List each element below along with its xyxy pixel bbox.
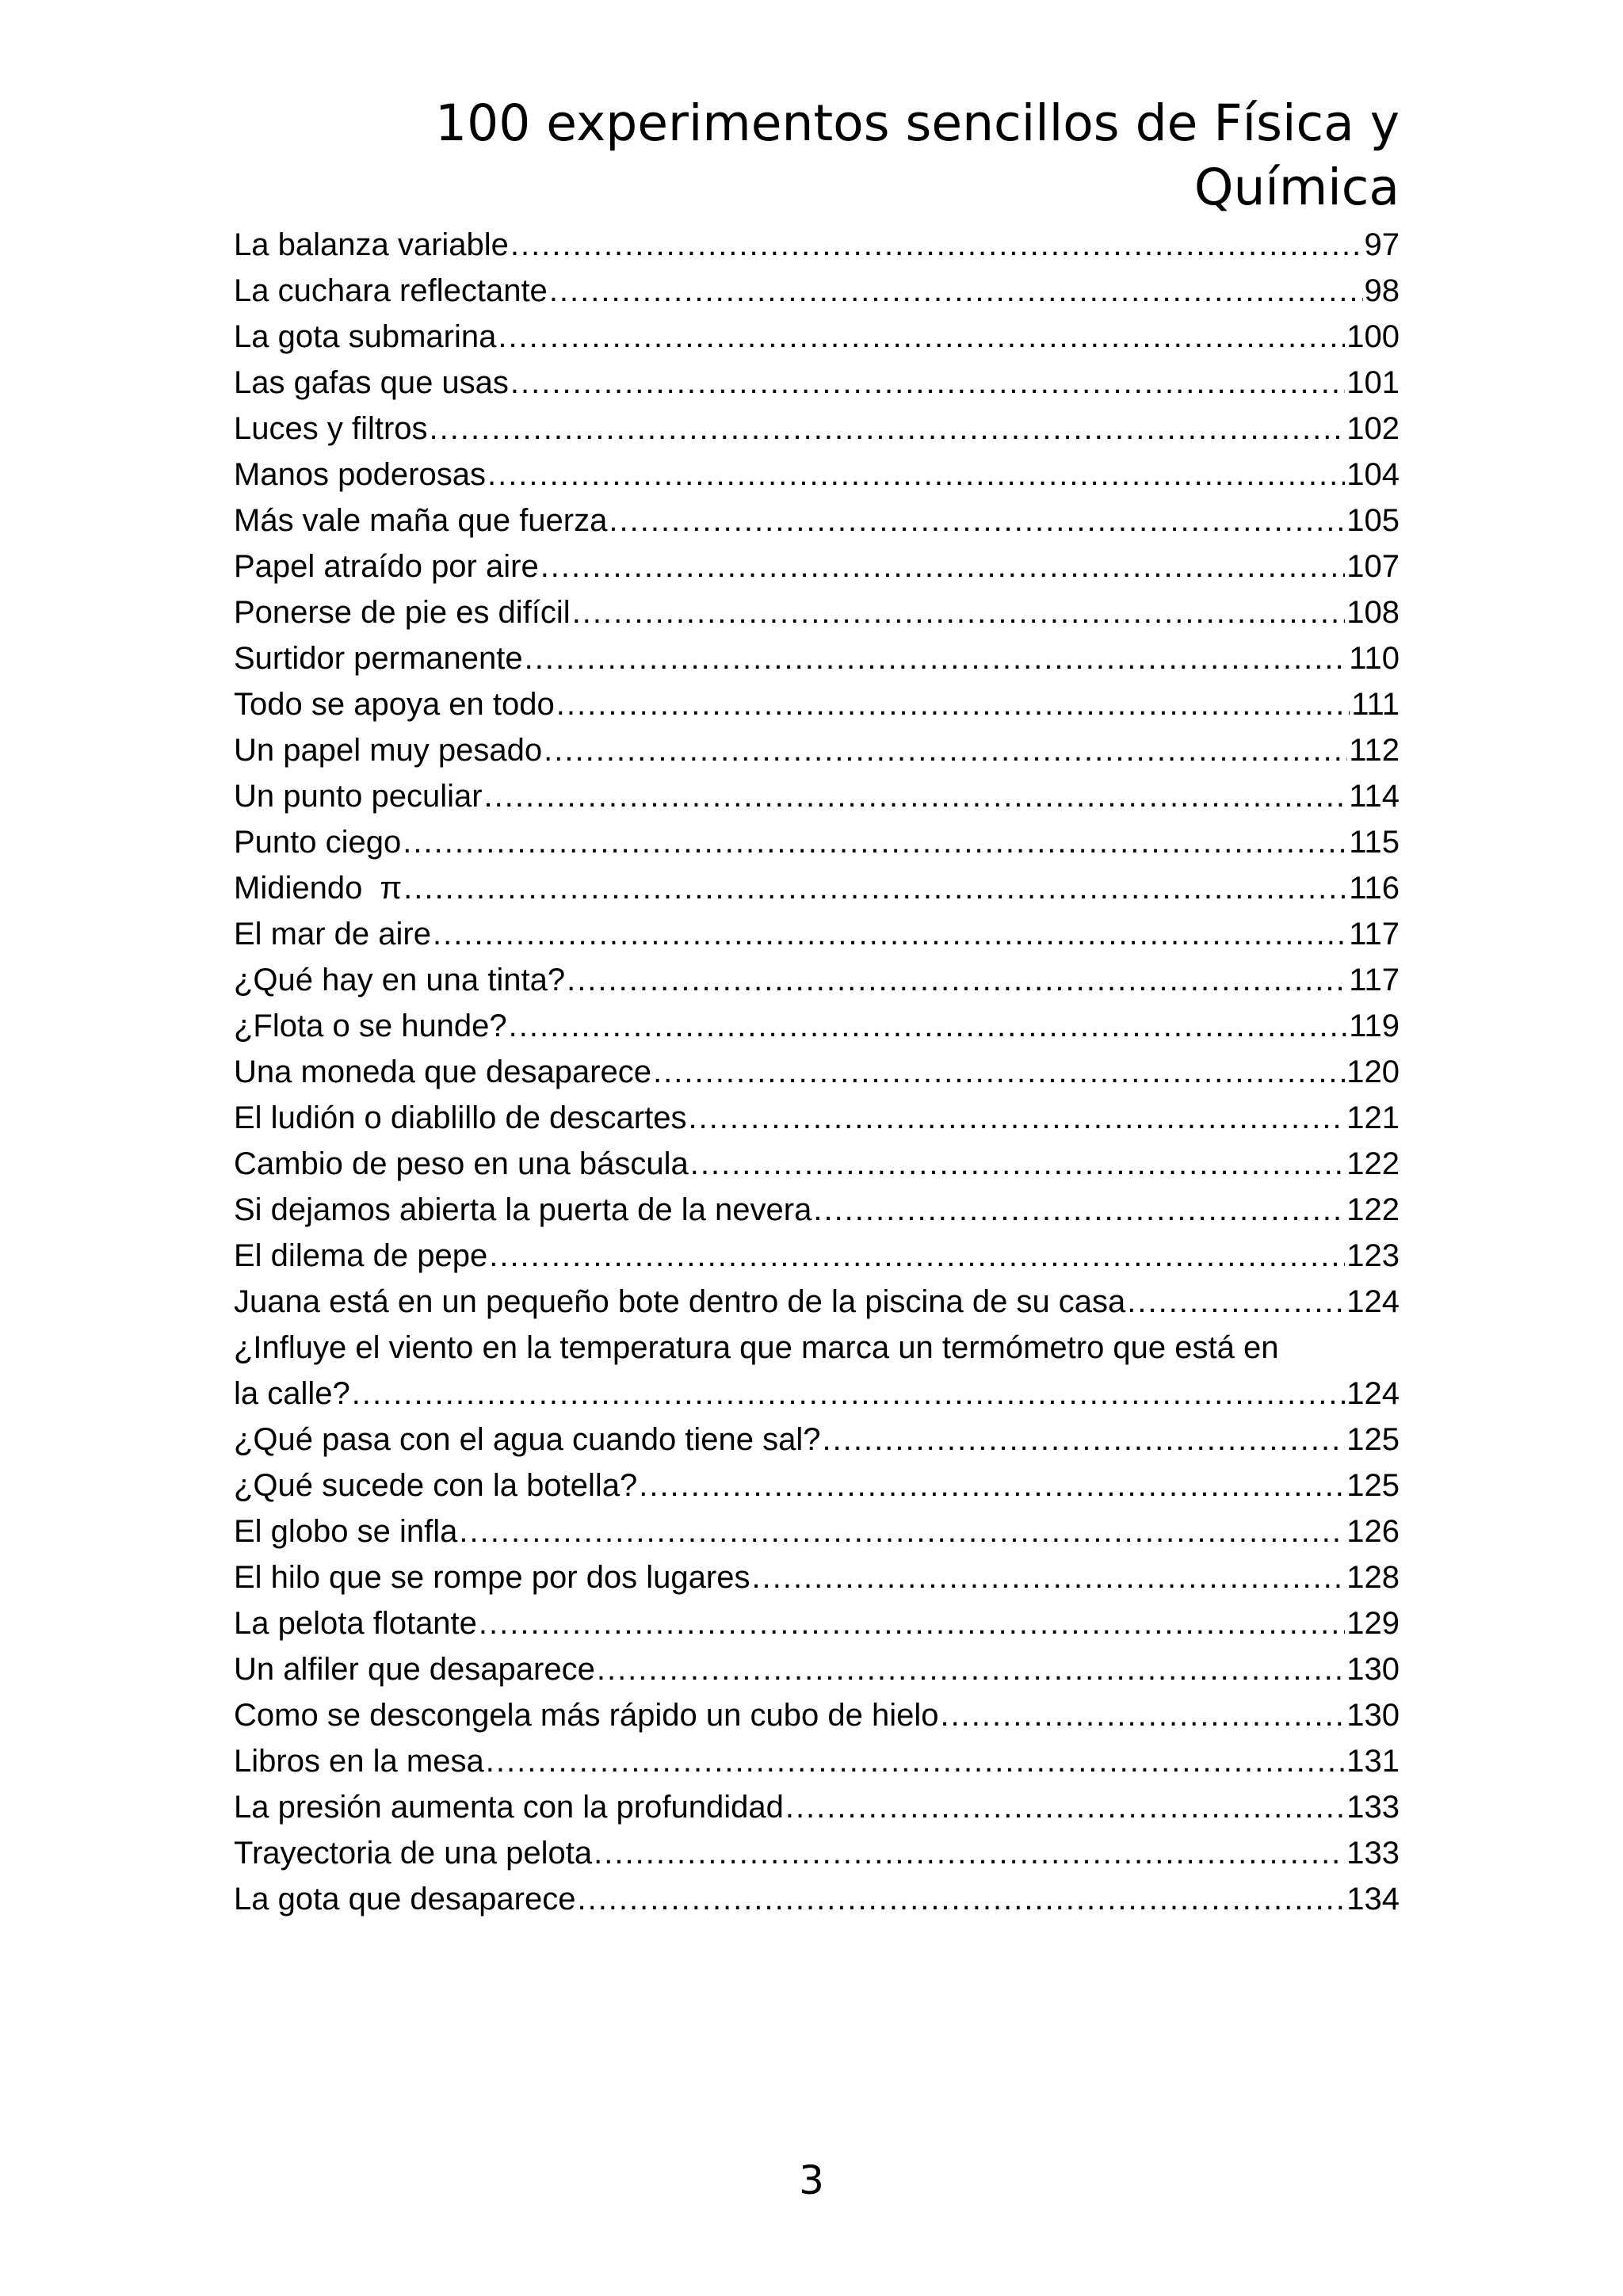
toc-entry[interactable] [234, 1141, 1400, 1187]
toc-entry-title: Manos poderosas [234, 457, 486, 492]
toc-entry-title: Papel atraído por aire [234, 549, 539, 584]
toc-entry-title: La cuchara reflectante [234, 273, 548, 308]
toc-entry-page: 123 [1346, 1238, 1400, 1273]
toc-dot-leader [653, 1049, 1345, 1095]
toc-entry-title: Punto ciego [234, 825, 402, 860]
toc-dot-leader [594, 1830, 1345, 1876]
toc-dot-leader [489, 1233, 1345, 1279]
toc-dot-leader [639, 1463, 1345, 1508]
toc-entry[interactable] [234, 1876, 1400, 1922]
toc-entry-title: ¿Flota o se hunde? [234, 1009, 507, 1043]
toc-dot-leader [433, 911, 1347, 957]
toc-entry[interactable] [234, 635, 1400, 681]
toc-dot-leader [487, 452, 1345, 498]
toc-entry[interactable] [234, 1233, 1400, 1279]
toc-entry[interactable] [234, 452, 1400, 498]
page-header-title-line2: Química [1193, 158, 1400, 216]
toc-dot-leader [577, 1876, 1345, 1922]
toc-entry[interactable] [234, 1187, 1400, 1233]
toc-entry-page: 128 [1346, 1560, 1400, 1595]
toc-entry-title: ¿Qué hay en una tinta? [234, 963, 566, 997]
toc-dot-leader [479, 1600, 1345, 1646]
toc-entry[interactable] [234, 1049, 1400, 1095]
toc-entry[interactable] [234, 1463, 1400, 1508]
toc-entry-title: El ludión o diablillo de descartes [234, 1100, 687, 1135]
toc-entry[interactable] [234, 957, 1400, 1003]
toc-dot-leader [352, 1371, 1345, 1417]
toc-dot-leader [430, 406, 1346, 452]
toc-entry[interactable] [234, 360, 1400, 406]
toc-entry-multiline[interactable] [234, 1325, 1400, 1417]
toc-dot-leader [572, 589, 1346, 635]
toc-entry[interactable] [234, 819, 1400, 865]
toc-entry-page: 133 [1346, 1836, 1400, 1871]
toc-dot-leader [459, 1508, 1345, 1554]
toc-dot-leader [549, 268, 1363, 314]
toc-dot-leader [785, 1784, 1345, 1830]
toc-entry[interactable] [234, 1600, 1400, 1646]
toc-entry-page: 131 [1346, 1744, 1400, 1779]
toc-entry-page: 100 [1346, 319, 1400, 354]
toc-entry-title: El dilema de pepe [234, 1238, 488, 1273]
toc-dot-leader [498, 314, 1345, 360]
toc-dot-leader [509, 1003, 1348, 1049]
toc-entry-page: 112 [1349, 733, 1400, 768]
toc-entry-title: Un papel muy pesado [234, 733, 543, 768]
toc-dot-leader [403, 819, 1347, 865]
toc-dot-leader [556, 681, 1350, 727]
toc-entry-title: Ponerse de pie es difícil [234, 595, 571, 630]
toc-entry[interactable] [234, 589, 1400, 635]
toc-entry-page: 110 [1349, 641, 1400, 676]
toc-entry-title: Cambio de peso en una báscula [234, 1146, 689, 1181]
toc-entry-page: 133 [1346, 1790, 1400, 1825]
toc-entry[interactable] [234, 406, 1400, 452]
toc-entry-title: La balanza variable [234, 227, 509, 262]
toc-entry-title: La pelota flotante [234, 1606, 477, 1641]
toc-entry-title: Libros en la mesa [234, 1744, 484, 1779]
toc-entry-page: 98 [1364, 273, 1400, 308]
toc-dot-leader [544, 727, 1347, 773]
toc-entry-title: El mar de aire [234, 917, 431, 952]
toc-entry[interactable] [234, 1554, 1400, 1600]
toc-entry-title: Un alfiler que desaparece [234, 1652, 595, 1687]
toc-dot-leader [597, 1646, 1345, 1692]
toc-entry[interactable] [234, 1646, 1400, 1692]
toc-dot-leader [486, 1738, 1346, 1784]
toc-dot-leader [403, 865, 1347, 911]
toc-entry-page: 121 [1346, 1100, 1400, 1135]
toc-dot-leader [540, 543, 1346, 589]
toc-entry-title: Como se descongela más rápido un cubo de hielo [234, 1698, 939, 1733]
toc-entry-page: 108 [1346, 595, 1400, 630]
toc-entry[interactable] [234, 1830, 1400, 1876]
toc-entry[interactable] [234, 1692, 1400, 1738]
toc-dot-leader [940, 1692, 1345, 1738]
toc-entry-page: 124 [1346, 1284, 1400, 1319]
toc-dot-leader [751, 1554, 1345, 1600]
toc-entry-title: La presión aumenta con la profundidad [234, 1790, 784, 1825]
toc-entry-title: Un punto peculiar [234, 779, 483, 814]
toc-entry-page: 114 [1349, 779, 1400, 814]
toc-entry-last-line [234, 1371, 1400, 1417]
toc-entry[interactable] [234, 681, 1400, 727]
toc-entry-page: 101 [1346, 365, 1400, 400]
toc-entry[interactable] [234, 268, 1400, 314]
toc-entry-page: 134 [1346, 1882, 1400, 1917]
toc-entry[interactable] [234, 543, 1400, 589]
toc-entry-title: Una moneda que desaparece [234, 1055, 652, 1089]
toc-entry-page: 130 [1346, 1698, 1400, 1733]
toc-entry[interactable] [234, 1095, 1400, 1141]
toc-entry-title: Más vale maña que fuerza [234, 503, 608, 538]
toc-entry-page: 102 [1346, 411, 1400, 446]
toc-dot-leader [688, 1095, 1345, 1141]
toc-entry-title: Juana está en un pequeño bote dentro de la piscina de su casa [234, 1284, 1126, 1319]
toc-entry-page: 124 [1346, 1376, 1400, 1411]
toc-entry-page: 107 [1346, 549, 1400, 584]
toc-entry-title: El globo se infla [234, 1514, 458, 1549]
page-number: 3 [799, 2157, 824, 2203]
toc-dot-leader [813, 1187, 1345, 1233]
page-header-title-line1: 100 experimentos sencillos de Física y [435, 94, 1400, 152]
toc-entry[interactable] [234, 865, 1400, 911]
toc-entry-title-line2: la calle? [234, 1376, 350, 1411]
toc-entry-page: 97 [1364, 227, 1400, 262]
toc-entry-page: 117 [1349, 963, 1400, 997]
toc-dot-leader [609, 498, 1345, 543]
toc-entry[interactable] [234, 314, 1400, 360]
toc-entry-title: ¿Qué sucede con la botella? [234, 1468, 638, 1503]
toc-entry-page: 120 [1346, 1055, 1400, 1089]
table-of-contents [234, 222, 1400, 1922]
toc-dot-leader [484, 773, 1348, 819]
toc-dot-leader [823, 1417, 1346, 1463]
toc-entry-title: Si dejamos abierta la puerta de la nevera [234, 1192, 812, 1227]
toc-entry[interactable] [234, 498, 1400, 543]
toc-entry[interactable] [234, 1738, 1400, 1784]
toc-entry-page: 130 [1346, 1652, 1400, 1687]
toc-entry-title: Surtidor permanente [234, 641, 523, 676]
toc-entry-page: 104 [1346, 457, 1400, 492]
toc-entry-title: ¿Qué pasa con el agua cuando tiene sal? [234, 1422, 821, 1457]
toc-dot-leader [1127, 1279, 1345, 1325]
toc-dot-leader [510, 222, 1363, 268]
toc-entry[interactable] [234, 727, 1400, 773]
toc-entry-title: La gota que desaparece [234, 1882, 576, 1917]
toc-entry-title: Midiendo π [234, 871, 403, 906]
toc-entry-page: 119 [1349, 1009, 1400, 1043]
toc-entry[interactable] [234, 222, 1400, 268]
toc-entry-title: Trayectoria de una pelota [234, 1836, 593, 1871]
toc-entry-page: 111 [1351, 687, 1400, 722]
toc-entry-title: Luces y filtros [234, 411, 428, 446]
toc-entry[interactable] [234, 911, 1400, 957]
toc-entry-page: 126 [1346, 1514, 1400, 1549]
toc-entry-page: 105 [1346, 503, 1400, 538]
toc-entry-page: 115 [1349, 825, 1400, 860]
toc-entry[interactable] [234, 1003, 1400, 1049]
toc-entry[interactable] [234, 1784, 1400, 1830]
toc-entry-page: 116 [1349, 871, 1400, 906]
toc-entry-page: 122 [1346, 1146, 1400, 1181]
toc-entry-page: 122 [1346, 1192, 1400, 1227]
toc-entry-page: 125 [1346, 1468, 1400, 1503]
toc-entry-title: La gota submarina [234, 319, 497, 354]
toc-dot-leader [567, 957, 1347, 1003]
toc-entry-page: 117 [1349, 917, 1400, 952]
toc-entry-page: 129 [1346, 1606, 1400, 1641]
toc-entry[interactable] [234, 773, 1400, 819]
toc-entry[interactable] [234, 1279, 1400, 1325]
toc-entry-title-line1: ¿Influye el viento en la temperatura que marca un termómetro que está en [234, 1330, 1279, 1365]
toc-dot-leader [525, 635, 1348, 681]
toc-entry[interactable] [234, 1417, 1400, 1463]
toc-entry-page: 125 [1346, 1422, 1400, 1457]
toc-entry-title: El hilo que se rompe por dos lugares [234, 1560, 750, 1595]
toc-dot-leader [690, 1141, 1346, 1187]
page-header-title [234, 91, 1400, 219]
toc-entry-title: Las gafas que usas [234, 365, 509, 400]
toc-entry[interactable] [234, 1508, 1400, 1554]
toc-dot-leader [510, 360, 1345, 406]
toc-entry-title: Todo se apoya en todo [234, 687, 555, 722]
